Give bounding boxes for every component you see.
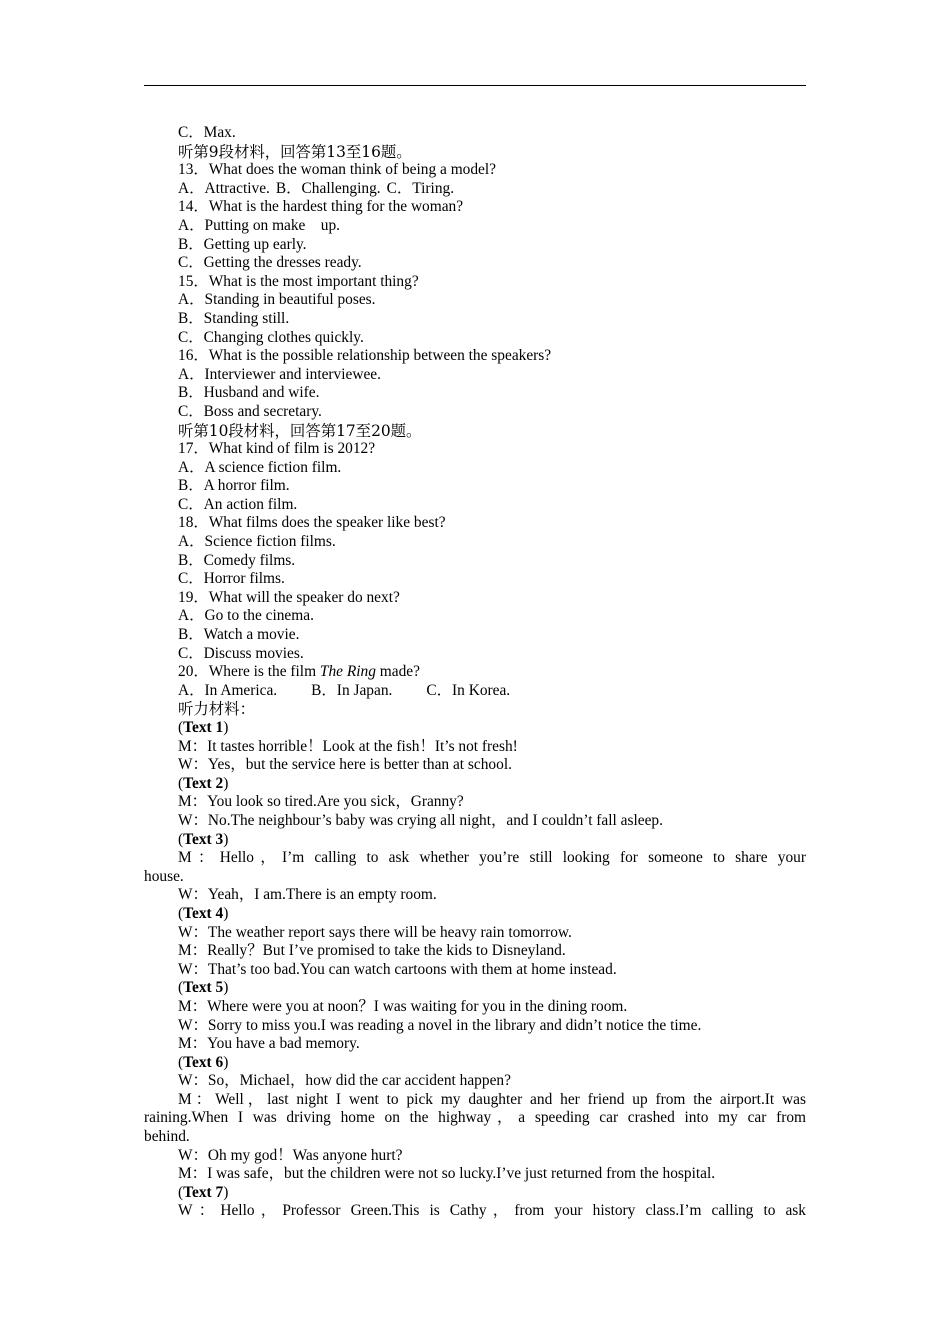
text-5-line-m2: M：You have a bad memory. [178, 1035, 360, 1053]
text-1-line-m: M：It tastes horrible！Look at the fish！It’s not fresh! [178, 737, 518, 755]
text-1-label: (Text 1) [178, 719, 229, 736]
q15-option-b: B．Standing still. [178, 309, 290, 327]
transcript-heading: 听力材料： [178, 700, 255, 719]
q19-stem: 19．What will the speaker do next? [178, 588, 400, 606]
q18-option-a: A．Science fiction films. [178, 533, 336, 551]
document-body [144, 124, 806, 1221]
q20-option-c: C．In Korea. [426, 681, 511, 699]
text-2-label: (Text 2) [178, 774, 229, 792]
section-10-heading: 听第10段材料，回答第17至20题。 [178, 421, 422, 440]
text-6-line-m-3: behind. [144, 1128, 190, 1146]
q20-options [144, 682, 806, 701]
q13-option-c: C．Tiring. [386, 179, 455, 197]
q15-stem: 15．What is the most important thing? [178, 272, 419, 290]
q17-option-b: B．A horror film. [178, 477, 290, 495]
q20-option-b: B．In Japan. [311, 681, 393, 699]
text-5-line-w: W：Sorry to miss you.I was reading a novel in the library and didn’t notice the time. [178, 1016, 702, 1034]
text-4-line-w2: W：That’s too bad.You can watch cartoons with them at home instead. [178, 960, 617, 978]
text-4-line-m: M：Really？But I’ve promised to take the kids to Disneyland. [178, 942, 566, 960]
q18-option-b: B．Comedy films. [178, 551, 296, 569]
q14-option-b: B．Getting up early. [178, 235, 307, 253]
text-6-line-w1: W：So，Michael，how did the car accident happen? [178, 1072, 511, 1090]
text-1-line-w: W：Yes，but the service here is better than at school. [178, 756, 512, 774]
film-title: The Ring [319, 663, 376, 681]
text-5-line-m1: M：Where were you at noon？I was waiting for you in the dining room. [178, 997, 628, 1015]
text-3-line-w: W：Yeah，I am.There is an empty room. [178, 886, 437, 904]
text-6-line-w2: W：Oh my god！Was anyone hurt? [178, 1146, 403, 1164]
text-2-line-w: W：No.The neighbour’s baby was crying all night，and I couldn’t fall asleep. [178, 811, 663, 829]
text-5-label: (Text 5) [178, 979, 229, 997]
q14-stem: 14．What is the hardest thing for the woman? [178, 198, 464, 216]
text-6-line-m-1: M：Well，last night I went to pick my daughter and her friend up from the airport.It was [178, 1090, 806, 1108]
q14-option-a: A．Putting on make up. [178, 216, 341, 234]
q19-option-c: C．Discuss movies. [178, 644, 304, 662]
q19-option-a: A．Go to the cinema. [178, 607, 314, 625]
q16-stem: 16．What is the possible relationship between the speakers? [178, 347, 552, 365]
q15-option-c: C．Changing clothes quickly. [178, 328, 364, 346]
header-rule [144, 85, 806, 86]
q17-option-a: A．A science fiction film. [178, 458, 342, 476]
q18-stem: 18．What films does the speaker like best? [178, 514, 446, 532]
q17-stem: 17．What kind of film is 2012? [178, 440, 376, 458]
q16-option-b: B．Husband and wife. [178, 384, 320, 402]
q13-stem: 13．What does the woman think of being a model? [178, 161, 496, 179]
q13-options [144, 180, 806, 199]
q20-option-a: A．In America. [178, 681, 278, 699]
text-4-line-w1: W：The weather report says there will be heavy rain tomorrow. [178, 923, 572, 941]
text-3-line-m-1: M：Hello，I’m calling to ask whether you’re still looking for someone to share your [178, 849, 806, 867]
q18-option-c: C．Horror films. [178, 570, 285, 588]
q13-option-a: A．Attractive. [178, 179, 270, 197]
section-9-heading: 听第9段材料，回答第13至16题。 [178, 142, 412, 161]
q13-option-b: B．Challenging. [275, 179, 381, 197]
q14-option-c: C．Getting the dresses ready. [178, 254, 362, 272]
text-6-label: (Text 6) [178, 1053, 229, 1071]
text-7-line-w-1: W：Hello，Professor Green.This is Cathy，from your history class.I’m calling to ask [178, 1202, 806, 1220]
q16-option-c: C．Boss and secretary. [178, 402, 322, 420]
q16-option-a: A．Interviewer and interviewee. [178, 365, 381, 383]
q17-option-c: C．An action film. [178, 495, 298, 513]
q19-option-b: B．Watch a movie. [178, 626, 300, 644]
q12-option-c: C．Max. [178, 124, 236, 141]
text-2-line-m: M：You look so tired.Are you sick，Granny? [178, 793, 464, 811]
text-7-label: (Text 7) [178, 1183, 229, 1201]
text-3-label: (Text 3) [178, 830, 229, 848]
q20-stem: 20．Where is the film The Ring made? [178, 663, 420, 681]
q15-option-a: A．Standing in beautiful poses. [178, 291, 376, 309]
text-4-label: (Text 4) [178, 904, 229, 922]
text-6-line-m2: M：I was safe，but the children were not so lucky.I’ve just returned from the hospital. [178, 1165, 716, 1183]
text-6-line-m-2: raining.When I was driving home on the highway，a speeding car crashed into my car from [144, 1109, 806, 1127]
text-3-line-m-2: house. [144, 867, 184, 885]
